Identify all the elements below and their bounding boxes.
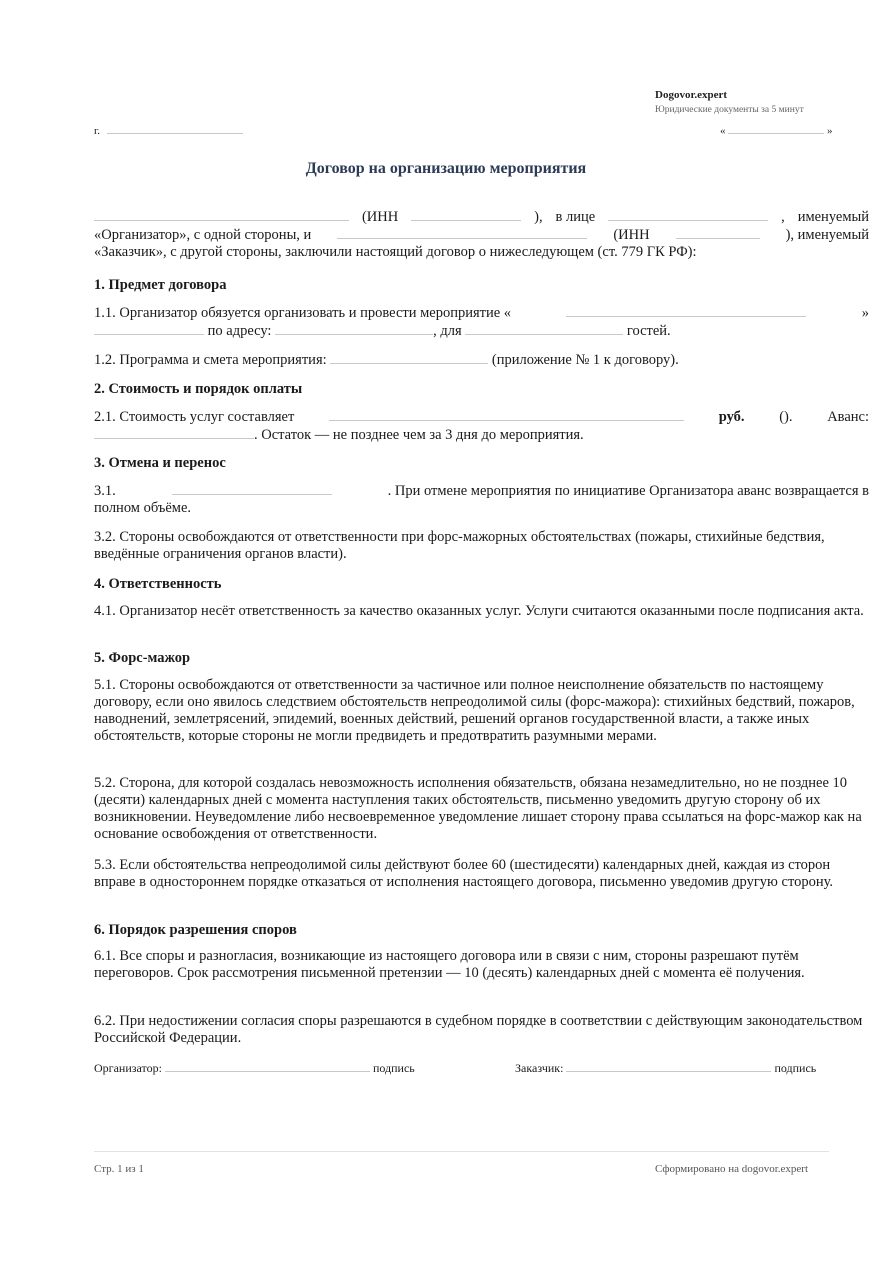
city-field xyxy=(94,121,243,137)
clause-text: . Остаток — не позднее чем за 3 дня до мероприятия. xyxy=(254,427,584,443)
page-number: Стр. 1 из 1 xyxy=(94,1163,144,1175)
address-label: по адресу: xyxy=(207,323,272,339)
for-label: , для xyxy=(433,323,462,339)
clause-line xyxy=(94,408,869,426)
clause-text: полном объёме. xyxy=(94,500,192,516)
customer-inn-blank[interactable] xyxy=(676,226,760,239)
inn-close: ), xyxy=(534,209,543,225)
date-blank[interactable] xyxy=(728,121,824,134)
currency-label: руб. xyxy=(718,409,745,425)
clause-2-1 xyxy=(94,408,869,444)
event-name-blank[interactable] xyxy=(566,304,806,317)
clause-text: (приложение № 1 к договору). xyxy=(491,352,679,368)
guests-count-blank[interactable] xyxy=(465,322,623,335)
city-blank[interactable] xyxy=(107,121,243,134)
price-words: (). xyxy=(779,409,793,425)
preamble-text: «Организатор», с одной стороны, и xyxy=(94,227,312,243)
cancel-terms-blank[interactable] xyxy=(172,482,332,495)
comma: , xyxy=(781,209,785,225)
clause-line xyxy=(94,426,869,444)
clause-text: 2.1. Стоимость услуг составляет xyxy=(94,409,295,425)
clause-6-2: 6.2. При недостижении согласия споры разрешаются в судебном порядке в соответствии с действующим законодательством Российской Федерации. xyxy=(94,1013,863,1046)
clause-line xyxy=(94,304,869,322)
advance-label: Аванс: xyxy=(827,409,869,425)
close-quote: » xyxy=(861,305,869,321)
organizer-inn-blank[interactable] xyxy=(411,208,521,221)
clause-1-1 xyxy=(94,304,869,340)
organizer-signature xyxy=(94,1059,415,1076)
clause-6-1: 6.1. Все споры и разногласия, возникающие из настоящего договора или в связи с ним, стороны разрешают путём переговоров. Срок рассмотрения письменной претензии — 10 (десять) календарных дней с момента её получения. xyxy=(94,948,805,981)
in-person-label: в лице xyxy=(555,209,596,225)
clause-1-2 xyxy=(94,351,869,369)
brand-tagline: Юридические документы за 5 минут xyxy=(655,105,804,115)
clause-4-1: 4.1. Организатор несёт ответственность за качество оказанных услуг. Услуги считаются оказанными после подписания акта. xyxy=(94,603,864,619)
price-blank[interactable] xyxy=(329,408,684,421)
customer-name-blank[interactable] xyxy=(337,226,587,239)
clause-5-2: 5.2. Сторона, для которой создалась невозможность исполнения обязательств, обязана незамедлительно, но не позднее 10 (десяти) календарных дней с момента наступления таких обстоятельств, письменно уведомить другую сторону об их возникновении. Неуведомление либо несвоевременное уведомление лишает сторону права ссылаться на форс-мажор как на основание освобождения от ответственности. xyxy=(94,775,862,842)
date-close-quote: » xyxy=(827,125,833,137)
footer-divider xyxy=(94,1151,829,1152)
customer-signature xyxy=(515,1059,816,1076)
document-title: Договор на организацию мероприятия xyxy=(305,160,587,177)
preamble xyxy=(94,208,869,261)
date-open-quote: « xyxy=(720,125,726,137)
section-heading: 3. Отмена и перенос xyxy=(94,455,226,471)
brand-name: Dogovor.expert xyxy=(655,89,727,101)
clause-3-1 xyxy=(94,482,869,517)
section-heading: 4. Ответственность xyxy=(94,576,222,592)
customer-label: Заказчик: xyxy=(515,1061,564,1075)
clause-line xyxy=(94,322,869,340)
inn-label: (ИНН xyxy=(613,227,650,243)
organizer-signature-blank[interactable] xyxy=(165,1059,370,1072)
inn-close: ), именуемый xyxy=(785,227,869,243)
preamble-line-2 xyxy=(94,226,869,244)
section-heading: 6. Порядок разрешения споров xyxy=(94,922,297,938)
clause-line xyxy=(94,482,869,500)
preamble-line-1 xyxy=(94,208,869,226)
clause-text: 1.1. Организатор обязуется организовать и провести мероприятие « xyxy=(94,305,512,321)
city-prefix: г. xyxy=(94,125,101,137)
inn-label: (ИНН xyxy=(361,209,399,225)
named-label: именуемый xyxy=(797,209,869,225)
clause-number: 3.1. xyxy=(94,483,116,499)
section-heading: 1. Предмет договора xyxy=(94,277,227,293)
address-blank[interactable] xyxy=(275,322,433,335)
section-heading: 5. Форс-мажор xyxy=(94,650,191,666)
event-date-blank[interactable] xyxy=(94,322,204,335)
program-blank[interactable] xyxy=(330,351,488,364)
clause-3-2: 3.2. Стороны освобождаются от ответственности при форс-мажорных обстоятельствах (пожары, стихийные бедствия, введённые ограничения органов власти). xyxy=(94,529,825,562)
section-heading: 2. Стоимость и порядок оплаты xyxy=(94,381,303,397)
customer-signature-blank[interactable] xyxy=(566,1059,771,1072)
clause-5-1: 5.1. Стороны освобождаются от ответственности за частичное или полное неисполнение обязательств по настоящему договору, если оно явилось следствием обстоятельств непреодолимой силы (форс-мажора): стихийных бедствий, пожаров, наводнений, землетрясений, эпидемий, военных действий, решений органов государственной власти, а также иных обстоятельств, которые стороны не могли предвидеть и предотвратить разумными мерами. xyxy=(94,677,855,744)
preamble-line-3: «Заказчик», с другой стороны, заключили настоящий договор о нижеследующем (ст. 779 ГК РФ): xyxy=(94,244,697,260)
organizer-name-blank[interactable] xyxy=(94,208,349,221)
clause-text: . При отмене мероприятия по инициативе Организатора аванс возвращается в xyxy=(387,483,869,499)
sign-label: подпись xyxy=(372,1061,415,1075)
clause-text: 1.2. Программа и смета мероприятия: xyxy=(94,352,327,368)
date-field xyxy=(720,121,833,137)
advance-blank[interactable] xyxy=(94,426,254,439)
organizer-label: Организатор: xyxy=(94,1061,162,1075)
sign-label: подпись xyxy=(774,1061,817,1075)
clause-5-3: 5.3. Если обстоятельства непреодолимой силы действуют более 60 (шестидесяти) календарных дней, каждая из сторон вправе в одностороннем порядке отказаться от исполнения настоящего договора, письменно уведомив другую сторону. xyxy=(94,857,834,890)
guests-label: гостей. xyxy=(626,323,671,339)
generated-note: Сформировано на dogovor.expert xyxy=(655,1163,809,1175)
representative-blank[interactable] xyxy=(608,208,768,221)
